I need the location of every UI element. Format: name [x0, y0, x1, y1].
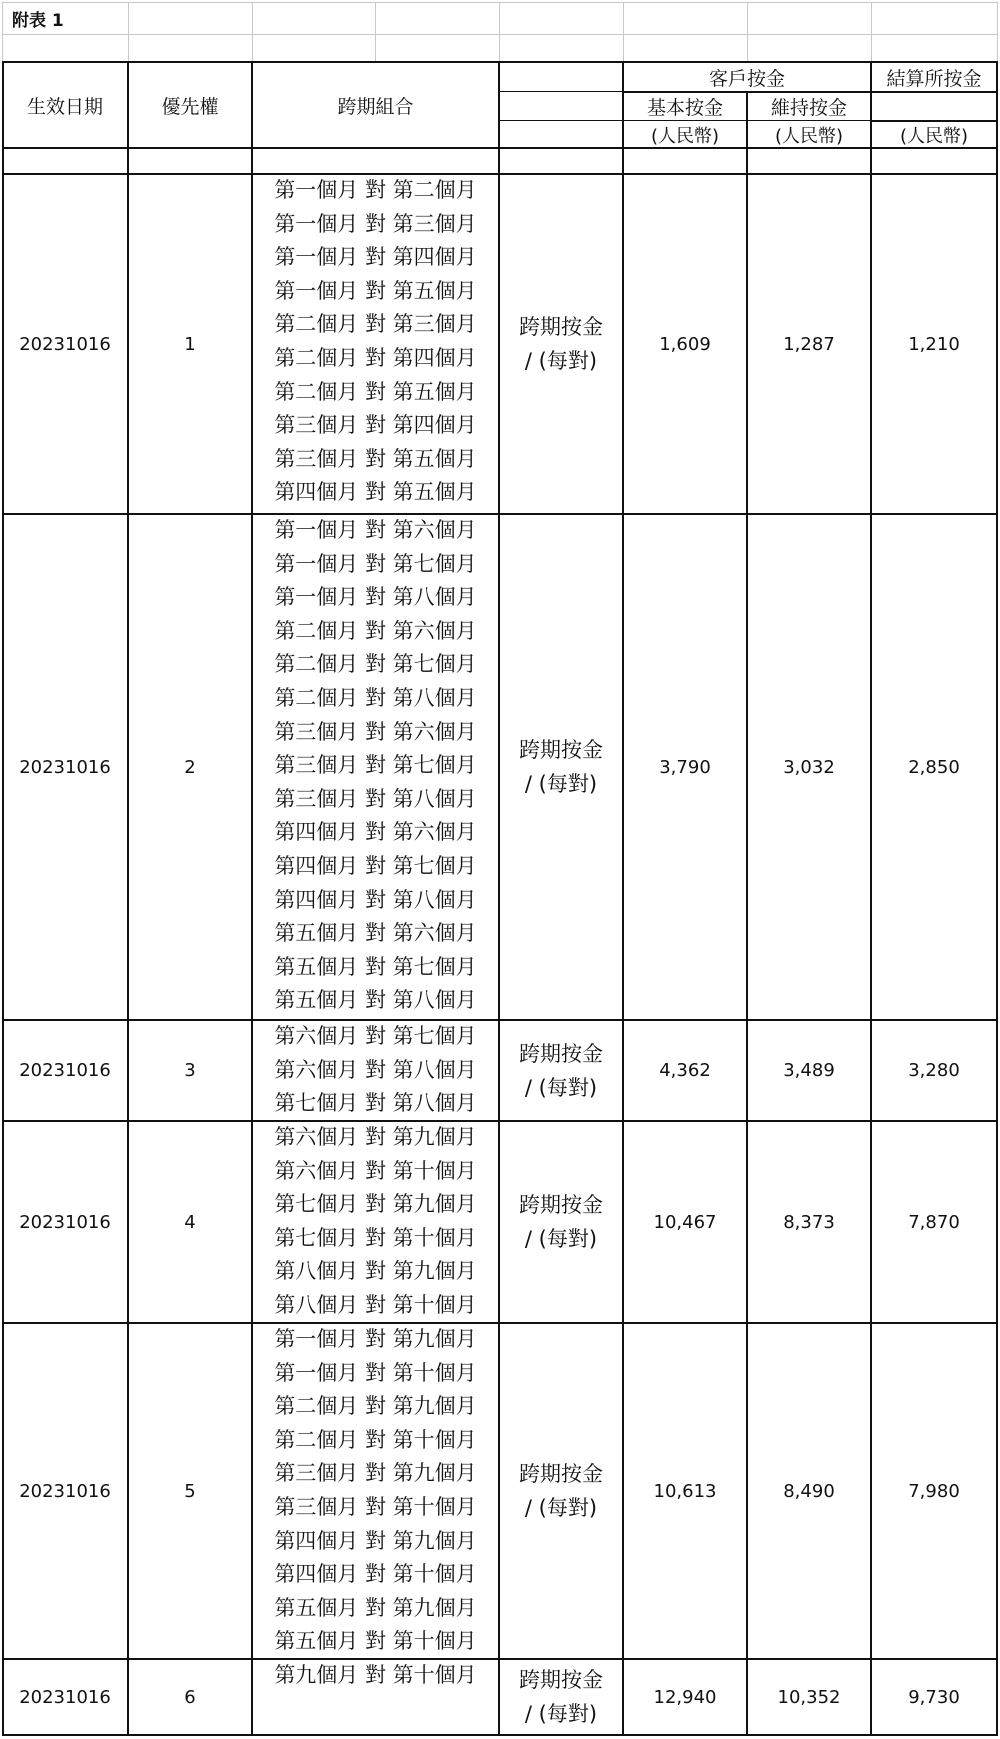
grid-line-horizontal	[747, 120, 871, 121]
grid-line-horizontal	[871, 120, 997, 122]
spread-pair-line: 第四個月 對 第七個月	[274, 853, 477, 878]
grid-line-vertical	[375, 2, 376, 62]
spread-pair-line: 第二個月 對 第七個月	[274, 652, 477, 677]
margin-type-label: 跨期按金	[519, 1668, 603, 1692]
spread-pair-line: 第四個月 對 第六個月	[274, 820, 477, 845]
currency-unit-initial: (人民幣)	[650, 125, 720, 147]
spread-pair-line: 第一個月 對 第四個月	[274, 245, 477, 270]
spread-pair-line: 第五個月 對 第十個月	[274, 1629, 477, 1654]
grid-line-vertical	[252, 2, 253, 62]
row-margin-type	[499, 1020, 623, 1121]
grid-line-vertical	[2, 2, 3, 62]
row-clearing-margin: 1,210	[908, 333, 960, 355]
spread-pair-line: 第七個月 對 第八個月	[274, 1091, 477, 1116]
margin-type-per-pair: / (每對)	[524, 772, 598, 796]
spread-pair-line: 第一個月 對 第五個月	[274, 278, 477, 303]
spread-pair-line: 第三個月 對 第十個月	[274, 1494, 477, 1519]
row-priority: 2	[184, 756, 196, 778]
margin-type-per-pair: / (每對)	[524, 1227, 598, 1251]
grid-line-vertical	[127, 61, 129, 1736]
row-maintenance-margin: 8,490	[783, 1480, 835, 1502]
spread-pair-line: 第五個月 對 第七個月	[274, 954, 477, 979]
row-priority: 5	[184, 1480, 196, 1502]
row-effective-date: 20231016	[19, 1480, 111, 1502]
spread-pair-line: 第七個月 對 第九個月	[274, 1192, 477, 1217]
margin-type-per-pair: / (每對)	[524, 349, 598, 373]
row-maintenance-margin: 3,032	[783, 756, 835, 778]
grid-line-vertical	[251, 61, 253, 1736]
spread-pair-line: 第一個月 對 第九個月	[274, 1327, 477, 1351]
spread-pair-line: 第四個月 對 第九個月	[274, 1528, 477, 1553]
spread-pair-line: 第一個月 對 第二個月	[274, 178, 477, 202]
spread-pair-line: 第二個月 對 第十個月	[274, 1427, 477, 1452]
grid-line-vertical	[623, 2, 624, 62]
table-title: 附表 1	[12, 10, 64, 31]
row-effective-date: 20231016	[19, 756, 111, 778]
grid-line-vertical	[622, 61, 624, 1736]
header-client-margin: 客戶按金	[708, 67, 785, 90]
row-maintenance-margin: 8,373	[783, 1211, 835, 1233]
grid-line-horizontal	[623, 120, 747, 121]
grid-line-vertical	[498, 61, 500, 1736]
row-margin-type	[499, 1659, 623, 1735]
header-spread-combination: 跨期組合	[337, 95, 414, 118]
spread-pair-line: 第四個月 對 第五個月	[274, 480, 477, 505]
row-spread-combinations	[252, 1020, 499, 1121]
spread-pair-line: 第三個月 對 第四個月	[274, 413, 477, 438]
spread-pair-line: 第一個月 對 第六個月	[274, 518, 477, 542]
spread-pair-line: 第八個月 對 第十個月	[274, 1292, 477, 1317]
row-spread-combinations	[252, 514, 499, 1020]
spread-pair-line: 第八個月 對 第九個月	[274, 1259, 477, 1284]
spread-pair-line: 第二個月 對 第四個月	[274, 345, 477, 370]
row-effective-date: 20231016	[19, 1060, 111, 1081]
row-spread-combinations	[252, 1121, 499, 1323]
spread-pair-line: 第一個月 對 第十個月	[274, 1360, 477, 1385]
grid-line-vertical	[747, 2, 748, 62]
spread-pair-line: 第三個月 對 第九個月	[274, 1461, 477, 1486]
row-priority: 1	[184, 333, 196, 355]
row-margin-type	[499, 514, 623, 1020]
spread-pair-line: 第六個月 對 第九個月	[274, 1125, 477, 1149]
row-maintenance-margin: 3,489	[783, 1060, 835, 1081]
row-initial-margin: 12,940	[653, 1686, 717, 1708]
grid-line-vertical	[997, 2, 998, 62]
margin-type-label: 跨期按金	[519, 1041, 603, 1066]
header-priority: 優先權	[161, 95, 219, 118]
spread-pair-line: 第二個月 對 第六個月	[274, 618, 477, 643]
spread-pair-line: 第一個月 對 第七個月	[274, 551, 477, 576]
grid-line-horizontal	[499, 120, 623, 121]
spread-pair-line: 第四個月 對 第八個月	[274, 887, 477, 912]
row-effective-date: 20231016	[19, 1686, 111, 1708]
header-initial-margin: 基本按金	[646, 97, 723, 119]
spread-pair-line: 第三個月 對 第七個月	[274, 753, 477, 778]
row-initial-margin: 4,362	[659, 1060, 711, 1081]
row-spread-combinations	[252, 174, 499, 514]
row-initial-margin: 10,613	[653, 1480, 717, 1502]
row-initial-margin: 10,467	[653, 1211, 717, 1233]
row-maintenance-margin: 1,287	[783, 333, 835, 355]
row-effective-date: 20231016	[19, 333, 111, 355]
spread-pair-line: 第三個月 對 第五個月	[274, 446, 477, 471]
grid-line-vertical	[2, 61, 4, 1736]
row-clearing-margin: 9,730	[908, 1686, 960, 1708]
grid-line-vertical	[128, 2, 129, 62]
spread-pair-line: 第九個月 對 第十個月	[274, 1663, 477, 1687]
row-margin-type	[499, 1323, 623, 1659]
grid-line-horizontal	[499, 91, 623, 92]
spread-pair-line: 第一個月 對 第三個月	[274, 211, 477, 236]
row-clearing-margin: 2,850	[908, 756, 960, 778]
margin-type-label: 跨期按金	[519, 1462, 603, 1486]
header-maintenance-margin: 維持按金	[770, 97, 847, 119]
row-spread-combinations	[252, 1323, 499, 1659]
spread-pair-line: 第三個月 對 第六個月	[274, 719, 477, 744]
grid-line-vertical	[746, 91, 748, 1736]
grid-line-horizontal	[623, 91, 997, 93]
spread-pair-line: 第五個月 對 第九個月	[274, 1595, 477, 1620]
grid-line-vertical	[499, 2, 500, 62]
spread-pair-line: 第六個月 對 第十個月	[274, 1158, 477, 1183]
header-effective-date: 生效日期	[26, 95, 103, 118]
spread-pair-line: 第二個月 對 第三個月	[274, 312, 477, 337]
currency-unit-clearing: (人民幣)	[899, 125, 969, 147]
row-initial-margin: 1,609	[659, 333, 711, 355]
spread-pair-line: 第一個月 對 第八個月	[274, 585, 477, 610]
row-priority: 4	[184, 1211, 196, 1233]
grid-line-vertical	[871, 2, 872, 62]
spread-pair-line: 第七個月 對 第十個月	[274, 1225, 477, 1250]
spread-pair-line: 第二個月 對 第八個月	[274, 685, 477, 710]
row-priority: 6	[184, 1686, 196, 1708]
margin-type-label: 跨期按金	[519, 315, 603, 339]
spread-pair-line: 第五個月 對 第六個月	[274, 921, 477, 946]
spread-pair-line: 第四個月 對 第十個月	[274, 1562, 477, 1587]
row-clearing-margin: 3,280	[908, 1060, 960, 1081]
spread-pair-line: 第五個月 對 第八個月	[274, 988, 477, 1013]
margin-type-label: 跨期按金	[519, 738, 603, 762]
currency-unit-maintenance: (人民幣)	[774, 125, 844, 147]
margin-type-per-pair: / (每對)	[524, 1075, 598, 1100]
spread-pair-line: 第三個月 對 第八個月	[274, 786, 477, 811]
spread-pair-line: 第六個月 對 第七個月	[274, 1024, 477, 1048]
margin-type-label: 跨期按金	[519, 1193, 603, 1217]
margin-type-per-pair: / (每對)	[524, 1496, 598, 1520]
header-clearing-margin: 結算所按金	[886, 67, 982, 90]
row-effective-date: 20231016	[19, 1211, 111, 1233]
row-spread-combinations	[252, 1659, 499, 1735]
row-margin-type	[499, 1121, 623, 1323]
spread-pair-line: 第二個月 對 第九個月	[274, 1394, 477, 1419]
row-initial-margin: 3,790	[659, 756, 711, 778]
row-clearing-margin: 7,870	[908, 1211, 960, 1233]
grid-line-vertical	[996, 61, 998, 1736]
row-clearing-margin: 7,980	[908, 1480, 960, 1502]
row-margin-type	[499, 174, 623, 514]
row-priority: 3	[184, 1060, 196, 1081]
spread-pair-line: 第二個月 對 第五個月	[274, 379, 477, 404]
spread-pair-line: 第六個月 對 第八個月	[274, 1057, 477, 1082]
grid-line-vertical	[870, 61, 872, 1736]
margin-type-per-pair: / (每對)	[524, 1702, 598, 1726]
row-maintenance-margin: 10,352	[777, 1686, 841, 1708]
